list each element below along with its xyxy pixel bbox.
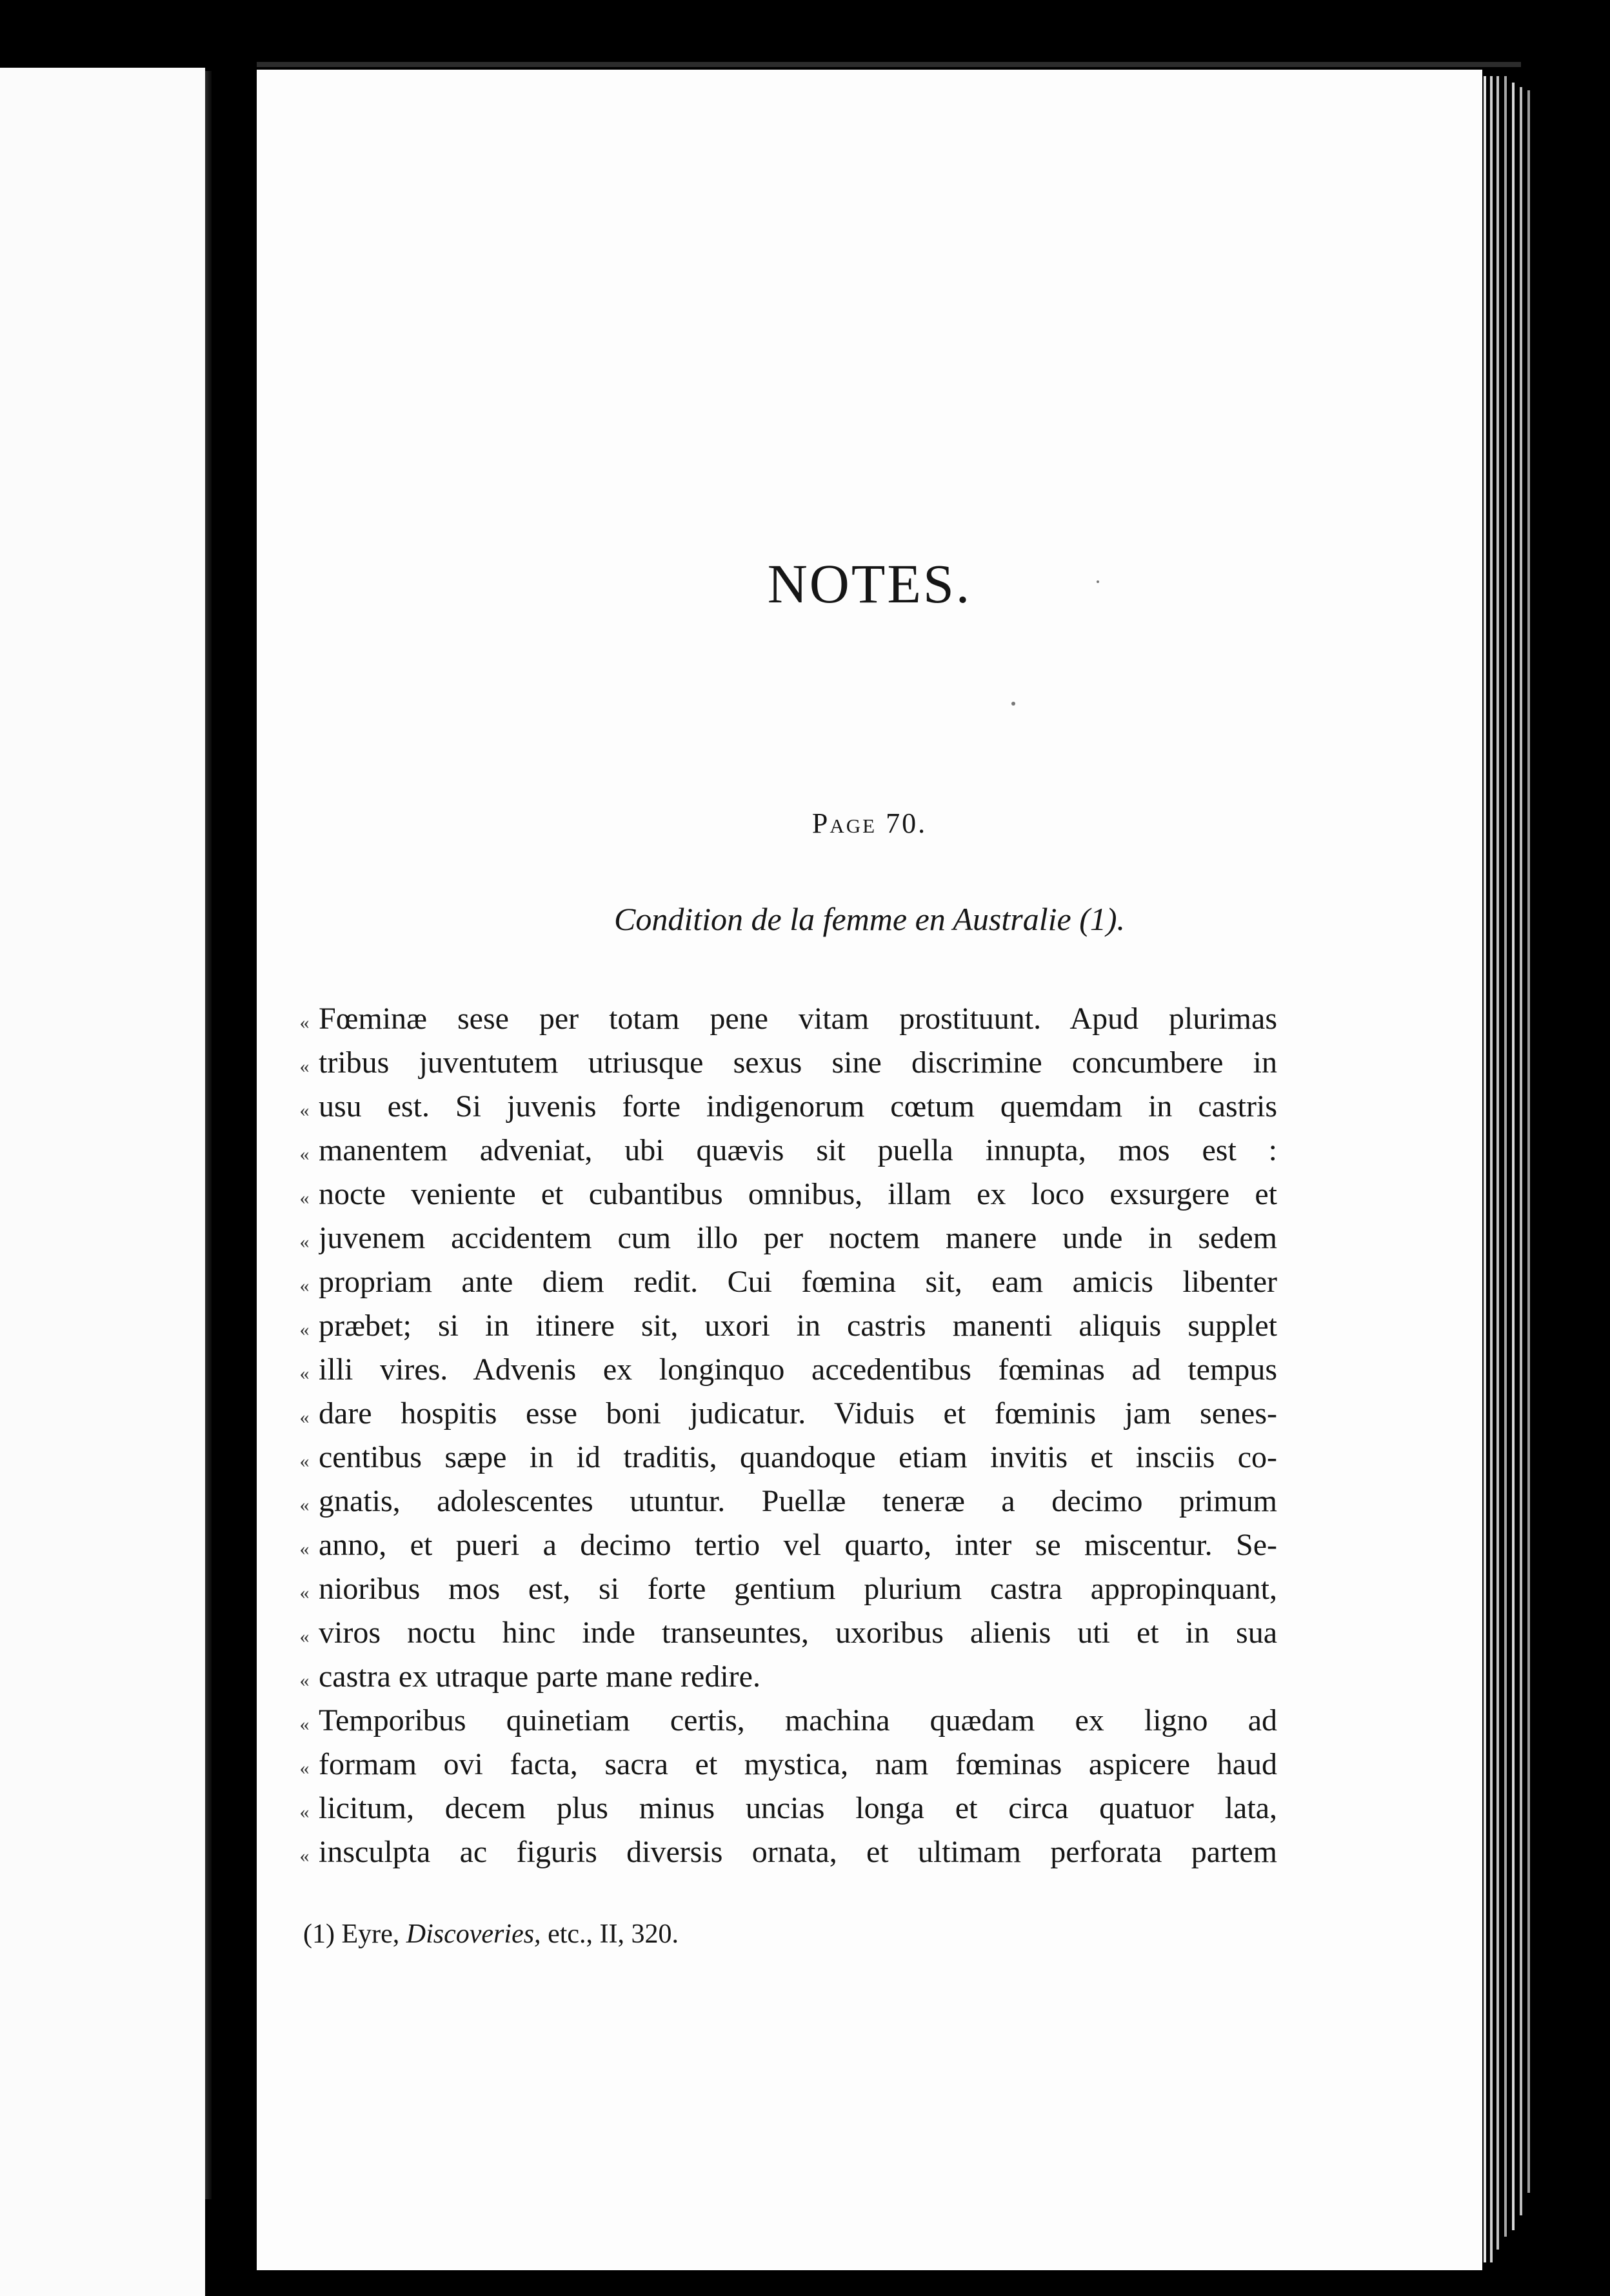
text-line [290, 1260, 1277, 1304]
book-top-edge [257, 62, 1521, 67]
text-line [290, 1041, 1277, 1085]
line-text: nocte veniente et cubantibus omnibus, illam ex loco exsurgere et [319, 1177, 1277, 1211]
line-text: formam ovi facta, sacra et mystica, nam fœminas aspicere haud [319, 1747, 1277, 1781]
quote-mark: « [299, 1538, 310, 1559]
quote-mark: « [299, 1714, 310, 1735]
quote-mark: « [299, 1187, 310, 1209]
line-text: præbet; si in itinere sit, uxori in castris manenti aliquis supplet [319, 1309, 1277, 1343]
quote-mark: « [299, 1100, 310, 1121]
quote-mark: « [299, 1582, 310, 1603]
text-line [290, 1743, 1277, 1786]
quote-mark: « [299, 1012, 310, 1033]
page-edge [1484, 76, 1486, 2262]
quote-mark: « [299, 1407, 310, 1428]
quote-mark: « [299, 1494, 310, 1516]
quote-mark: « [299, 1275, 310, 1296]
footnote [303, 1921, 679, 1948]
text-line [290, 1830, 1277, 1874]
quote-mark: « [299, 1319, 310, 1340]
text-line [290, 1085, 1277, 1129]
text-line [290, 1786, 1277, 1830]
section-title: Condition de la femme en Australie (1). [613, 901, 1126, 937]
page-edge [1504, 76, 1507, 2237]
line-text: propriam ante diem redit. Cui fœmina sit, eam amicis libenter [319, 1265, 1277, 1299]
text-line [290, 1523, 1277, 1567]
line-text: insculpta ac figuris diversis ornata, et ultimam perforata partem [319, 1835, 1277, 1869]
text-line [290, 1480, 1277, 1523]
body-text [290, 997, 1277, 1874]
quote-mark: « [299, 1845, 310, 1866]
quote-mark: « [299, 1801, 310, 1823]
text-line [290, 1173, 1277, 1216]
line-text: manentem adveniat, ubi quævis sit puella innupta, mos est : [319, 1133, 1277, 1167]
line-text: dare hospitis esse boni judicatur. Viduis et fœminis jam senes- [319, 1396, 1277, 1430]
line-text: illi vires. Advenis ex longinquo accedentibus fœminas ad tempus [319, 1352, 1277, 1387]
quote-mark: « [299, 1056, 310, 1077]
page-edge [1527, 90, 1530, 2193]
text-line [290, 997, 1277, 1041]
text-line [290, 1216, 1277, 1260]
line-text: usu est. Si juvenis forte indigenorum cœtum quemdam in castris [319, 1089, 1277, 1123]
page-reference: Page 70. [811, 807, 928, 839]
quote-mark: « [299, 1143, 310, 1165]
line-text: Fœminæ sese per totam pene vitam prostituunt. Apud plurimas [319, 1002, 1277, 1036]
line-text: licitum, decem plus minus uncias longa et circa quatuor lata, [319, 1791, 1277, 1825]
text-line [290, 1436, 1277, 1480]
quote-mark: « [299, 1231, 310, 1252]
text-line [290, 1129, 1277, 1173]
page-edge [1520, 87, 1522, 2215]
line-text: juvenem accidentem cum illo per noctem manere unde in sedem [319, 1221, 1277, 1255]
text-line [290, 1348, 1277, 1392]
quote-mark: « [299, 1670, 310, 1691]
text-line [290, 1699, 1277, 1743]
book-gutter [205, 71, 212, 2199]
line-text: castra ex utraque parte mane redire. [319, 1659, 760, 1694]
quote-mark: « [299, 1363, 310, 1384]
line-text: viros noctu hinc inde transeuntes, uxoribus alienis uti et in sua [319, 1616, 1277, 1650]
line-text: Temporibus quinetiam certis, machina quædam ex ligno ad [319, 1703, 1277, 1737]
text-line [290, 1567, 1277, 1611]
page-edge [1496, 76, 1499, 2250]
page-heading: NOTES. [767, 553, 972, 615]
facing-page [0, 68, 205, 2296]
footnote-author: Eyre, [341, 1919, 400, 1949]
page-edge [1512, 83, 1515, 2230]
footnote-title: Discoveries, [406, 1919, 541, 1949]
line-text: tribus juventutem utriusque sexus sine discrimine concumbere in [319, 1045, 1277, 1080]
text-line [290, 1304, 1277, 1348]
line-text: centibus sæpe in id traditis, quandoque etiam invitis et insciis co- [319, 1440, 1277, 1474]
text-line [290, 1655, 1277, 1699]
text-line [290, 1611, 1277, 1655]
print-speck [1011, 702, 1015, 706]
footnote-number: (1) [303, 1919, 335, 1949]
page-edge [1490, 76, 1493, 2262]
line-text: gnatis, adolescentes utuntur. Puellæ teneræ a decimo primum [319, 1484, 1277, 1518]
line-text: anno, et pueri a decimo tertio vel quarto, inter se miscentur. Se- [319, 1528, 1277, 1562]
text-line [290, 1392, 1277, 1436]
quote-mark: « [299, 1757, 310, 1779]
line-text: nioribus mos est, si forte gentium plurium castra appropinquant, [319, 1572, 1277, 1606]
quote-mark: « [299, 1450, 310, 1472]
footnote-rest: etc., II, 320. [548, 1919, 679, 1949]
quote-mark: « [299, 1626, 310, 1647]
